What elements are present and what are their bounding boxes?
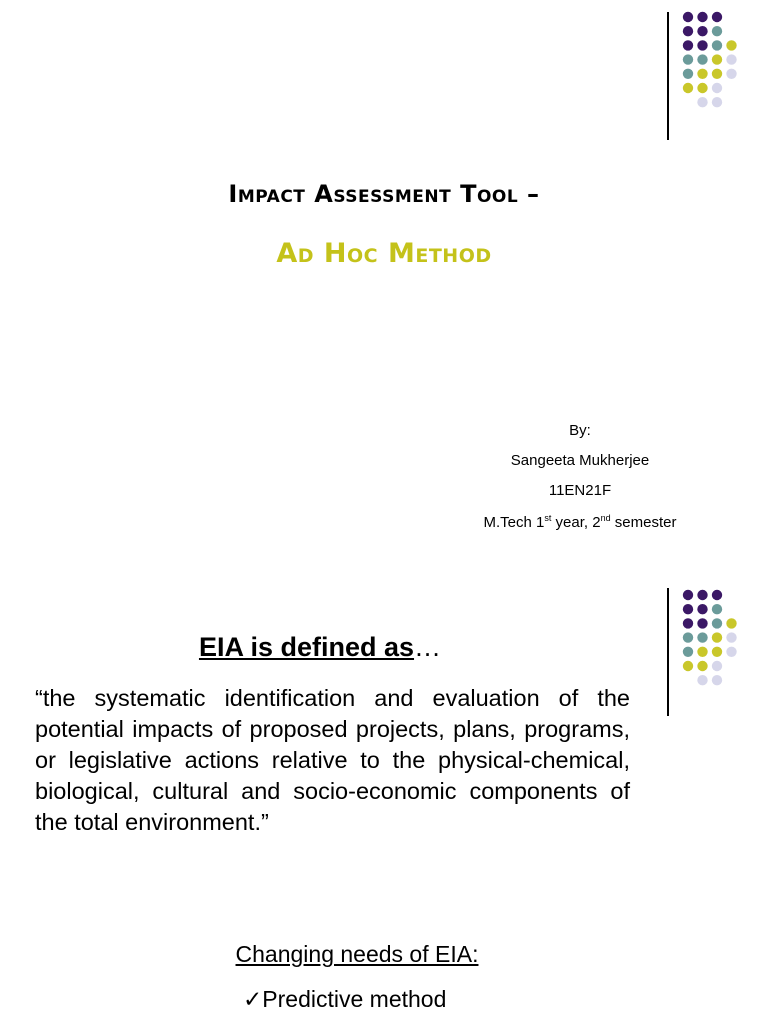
needs-heading: Changing needs of EIA: bbox=[235, 941, 479, 967]
decorative-dot bbox=[712, 97, 722, 107]
course-mid: year, 2 bbox=[551, 514, 601, 531]
dot-grid-icon bbox=[660, 8, 760, 128]
decorative-dot bbox=[697, 83, 707, 93]
decorative-dot bbox=[712, 54, 722, 64]
decorative-dot bbox=[683, 590, 693, 600]
decorative-dot bbox=[712, 83, 722, 93]
definition-heading-ellipsis: … bbox=[414, 632, 442, 662]
decorative-dot bbox=[683, 54, 693, 64]
definition-text: “the systematic identification and evaluation of the potential impacts of proposed projects, plans, programs, or legislative actions relative to the physical-chemical, biological, cultural and socio-economic components of the total environment.” bbox=[35, 685, 630, 835]
decorative-dot bbox=[712, 647, 722, 657]
decorative-dot bbox=[697, 618, 707, 628]
decorative-dot bbox=[697, 675, 707, 685]
title-line-1: Impact Assessment Tool – bbox=[228, 180, 540, 208]
decorative-dot bbox=[712, 26, 722, 36]
decorative-dot bbox=[697, 604, 707, 614]
decorative-dot bbox=[683, 26, 693, 36]
slide-definition bbox=[0, 570, 768, 1024]
decorative-dot bbox=[726, 647, 736, 657]
decorative-dot bbox=[712, 12, 722, 22]
decorative-dot bbox=[697, 40, 707, 50]
decorative-dot bbox=[697, 69, 707, 79]
decorative-dot bbox=[726, 632, 736, 642]
decorative-dot bbox=[712, 604, 722, 614]
byline-label: By: bbox=[569, 422, 591, 439]
decorative-dot bbox=[697, 97, 707, 107]
decorative-dot bbox=[697, 632, 707, 642]
bullet-item bbox=[243, 986, 446, 1013]
decorative-dot bbox=[683, 632, 693, 642]
decorative-dot bbox=[712, 675, 722, 685]
decorative-dot bbox=[683, 40, 693, 50]
course-prefix: M.Tech 1 bbox=[483, 514, 545, 531]
decorative-dot bbox=[712, 590, 722, 600]
decorative-dot bbox=[683, 604, 693, 614]
decorative-dot bbox=[726, 40, 736, 50]
decorative-dot bbox=[697, 26, 707, 36]
checkmark-icon: ✓ bbox=[243, 986, 263, 1012]
decorative-dot bbox=[697, 647, 707, 657]
decorative-dot bbox=[683, 661, 693, 671]
decorative-dot bbox=[683, 69, 693, 79]
decorative-dot bbox=[683, 647, 693, 657]
decorative-dot bbox=[697, 590, 707, 600]
course-suffix: semester bbox=[610, 514, 677, 531]
decorative-dot bbox=[712, 618, 722, 628]
decorative-dot bbox=[712, 69, 722, 79]
decorative-dot bbox=[697, 54, 707, 64]
bullet-text: Predictive method bbox=[262, 986, 447, 1012]
decorative-dot bbox=[712, 661, 722, 671]
decorative-dot bbox=[697, 12, 707, 22]
decorative-dot bbox=[726, 618, 736, 628]
course-sup-1: st bbox=[544, 513, 552, 523]
decorative-dot bbox=[726, 54, 736, 64]
decorative-dot bbox=[712, 40, 722, 50]
course-sup-2: nd bbox=[600, 513, 611, 523]
decorative-dot bbox=[697, 661, 707, 671]
decorative-dot bbox=[712, 632, 722, 642]
decorative-dot bbox=[683, 12, 693, 22]
definition-heading bbox=[0, 632, 640, 663]
title-line-2: Ad Hoc Method bbox=[276, 238, 492, 269]
dot-grid-icon bbox=[660, 586, 760, 706]
decorative-dot bbox=[726, 69, 736, 79]
decorative-dot bbox=[683, 618, 693, 628]
roll-number: 11EN21F bbox=[548, 482, 612, 499]
author-name: Sangeeta Mukherjee bbox=[510, 452, 650, 469]
course-info bbox=[440, 513, 720, 531]
decorative-dot bbox=[683, 83, 693, 93]
definition-heading-text: EIA is defined as bbox=[198, 632, 415, 662]
